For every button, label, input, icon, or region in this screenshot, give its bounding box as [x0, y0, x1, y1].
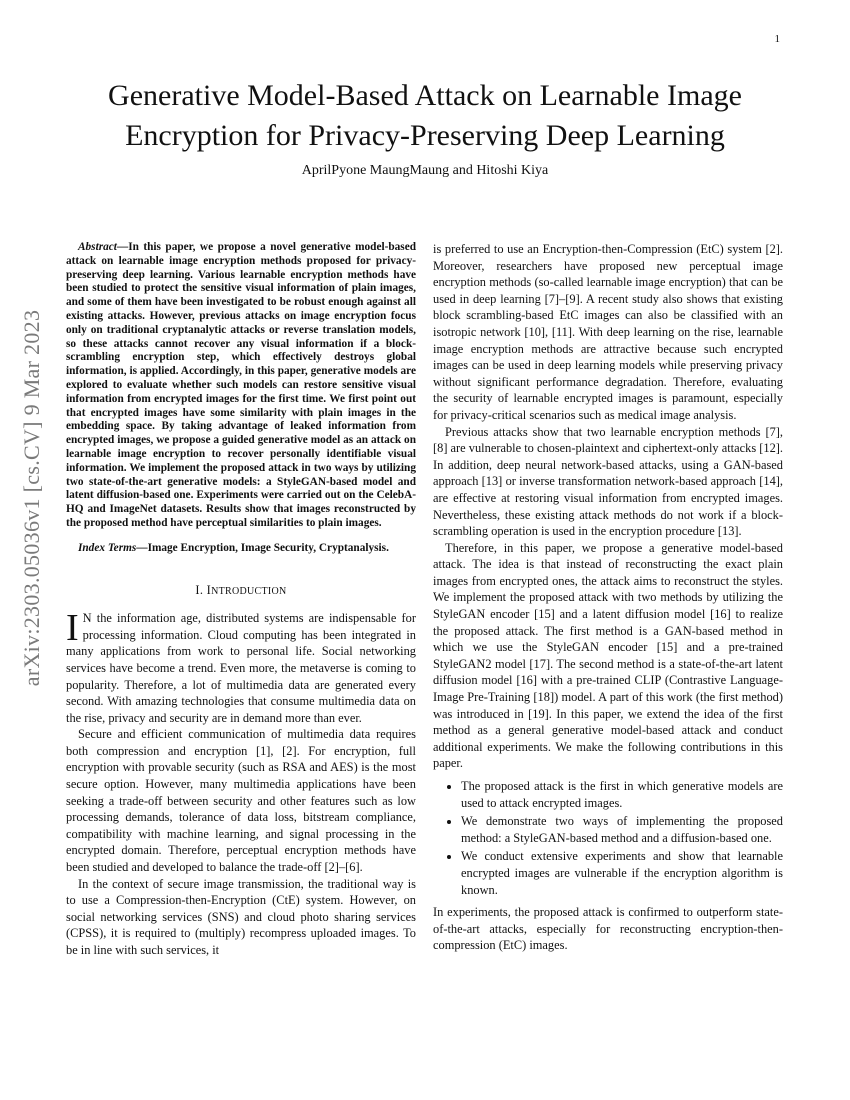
- contributions-list: [433, 778, 783, 898]
- paper-title: [0, 76, 850, 156]
- index-terms-text: —Image Encryption, Image Security, Cryptanalysis.: [136, 541, 389, 554]
- right-paragraph-3: Therefore, in this paper, we propose a generative model-based attack. The idea is that instead of reconstructing the exact plain images from encrypted ones, the attack aims to reconstruct the styles. We implement the proposed attack with two methods by utilizing the StyleGAN encoder [15] and a latent diffusion model [16] to realize the proposed attack. The first method is a GAN-based method in which we use the StyleGAN encoder [15] and a pre-trained StyleGAN2 model [17]. The second method is a state-of-the-art latent diffusion model [16] with a pre-trained CLIP (Contrastive Language-Image Pre-Training [18]) model. A part of this work (the first method) was introduced in [19]. In this paper, we extend the idea of the first method as a general generative model-based attack and conduct additional experiments. We make the following contributions in this paper.: [433, 540, 783, 771]
- right-paragraph-1: is preferred to use an Encryption-then-Compression (EtC) system [2]. Moreover, researchers have proposed new perceptual image encryption methods (so-called learnable image encryption) that can be used in deep learning [7]–[9]. A recent study also shows that existing block scrambling-based EtC images can also be classified with an isotropic network [10], [11]. With deep learning on the rise, learnable image encryption methods are attractive because such encrypted images can be used in deep learning models while preserving privacy without significant performance degradation. Therefore, evaluating the security of learnable encrypted images is paramount, especially for privacy-critical scenarios such as medical image analysis.: [433, 242, 783, 422]
- page-number: 1: [774, 33, 780, 45]
- intro-paragraph-2: Secure and efficient communication of multimedia data requires both compression and encryption [1], [2]. For encryption, full encryption with provable security (such as RSA and AES) is the most secure option. However, many multimedia applications have been seeking a trade-off between security and other features such as low processing demands, tolerance of data loss, bitstream compliance, compatibility with machine learning, and signal processing in the encrypted domain. Therefore, perceptual encryption methods have been studied and developed to balance the trade-off [2]–[6].: [66, 727, 416, 875]
- left-column: [66, 241, 416, 959]
- drop-cap: I: [66, 607, 79, 650]
- intro-paragraph-1: [66, 607, 416, 726]
- abstract-text: —In this paper, we propose a novel generative model-based attack on learnable image encryption methods proposed for privacy-preserving deep learning. Various learnable encryption methods have been studied to protect the sensitive visual information of plain images, and some of them have been investigated to be robust enough against all existing attacks. However, previous attacks on image encryption focus only on traditional cryptanalytic attacks or reverse translation models, so these attacks cannot recover any visual information if a block-scrambling encryption step, which effectively destroys global information, is applied. Accordingly, in this paper, generative models are explored to evaluate whether such models can restore sensitive visual information from encrypted images for the first time. We first point out that encrypted images have some similarity with plain images in the embedding space. By taking advantage of leaked information from encrypted images, we propose a guided generative model as an attack on learnable image encryption to recover personally identifiable visual information. We implement the proposed attack in two ways by utilizing two state-of-the-art generative models: a StyleGAN-based model and latent diffusion-based one. Experiments were carried out on the CelebA-HQ and ImageNet datasets. Results show that images reconstructed by the proposed method have perceptual similarities to plain images.: [66, 241, 416, 529]
- abstract: [66, 241, 416, 531]
- title-line-1: Generative Model-Based Attack on Learnable Image: [108, 79, 742, 112]
- intro-paragraph-1-text: N the information age, distributed systems are indispensable for processing information. Cloud computing has been integrated in many applications from work to personal life. Social networking services have become a trend. Even more, the metaverse is coming to popularity. Therefore, a lot of multimedia data are generated every second. With amazing technologies that consume multimedia data on the rise, privacy and security are in demand more than ever.: [66, 611, 416, 725]
- list-item: • The proposed attack is the first in which generative models are used to attack encrypted images.: [461, 778, 783, 811]
- index-terms-label: Index Terms: [78, 541, 137, 554]
- list-item: • We conduct extensive experiments and show that learnable encrypted images are vulnerable if the encryption algorithm is known.: [461, 848, 783, 898]
- title-line-2: Encryption for Privacy-Preserving Deep Learning: [125, 119, 725, 152]
- section-heading-introduction: I. INTRODUCTION: [195, 582, 287, 597]
- intro-paragraph-3: In the context of secure image transmission, the traditional way is to use a Compression-then-Encryption (CtE) system. However, on social networking services (SNS) and cloud photo sharing services (CPSS), it is required to (multiply) recompress uploaded images. To be in line with such services, it: [66, 876, 416, 957]
- list-item: • We demonstrate two ways of implementing the proposed method: a StyleGAN-based method and a diffusion-based one.: [461, 813, 783, 846]
- abstract-label: Abstract: [78, 241, 117, 253]
- arxiv-side-identifier: [19, 309, 44, 687]
- index-terms: [66, 542, 416, 556]
- right-column: [433, 241, 783, 954]
- right-paragraph-2: Previous attacks show that two learnable encryption methods [7], [8] are vulnerable to chosen-plaintext and ciphertext-only attacks [12]. In addition, deep neural network-based attacks, using a GAN-based approach [13] or inverse transformation network-based approach [14], are effective at restoring visual information from encrypted images. Nevertheless, these existing attack methods do not work if a block-scrambling operation is used in the encryption procedure [13].: [433, 424, 783, 539]
- right-paragraph-4: In experiments, the proposed attack is confirmed to outperform state-of-the-art attacks, especially for reconstructing encryption-then-compression (EtC) images.: [433, 905, 783, 953]
- authors: AprilPyone MaungMaung and Hitoshi Kiya: [301, 163, 549, 178]
- arxiv-id-text: arXiv:2303.05036v1 [cs.CV] 9 Mar 2023: [19, 309, 44, 687]
